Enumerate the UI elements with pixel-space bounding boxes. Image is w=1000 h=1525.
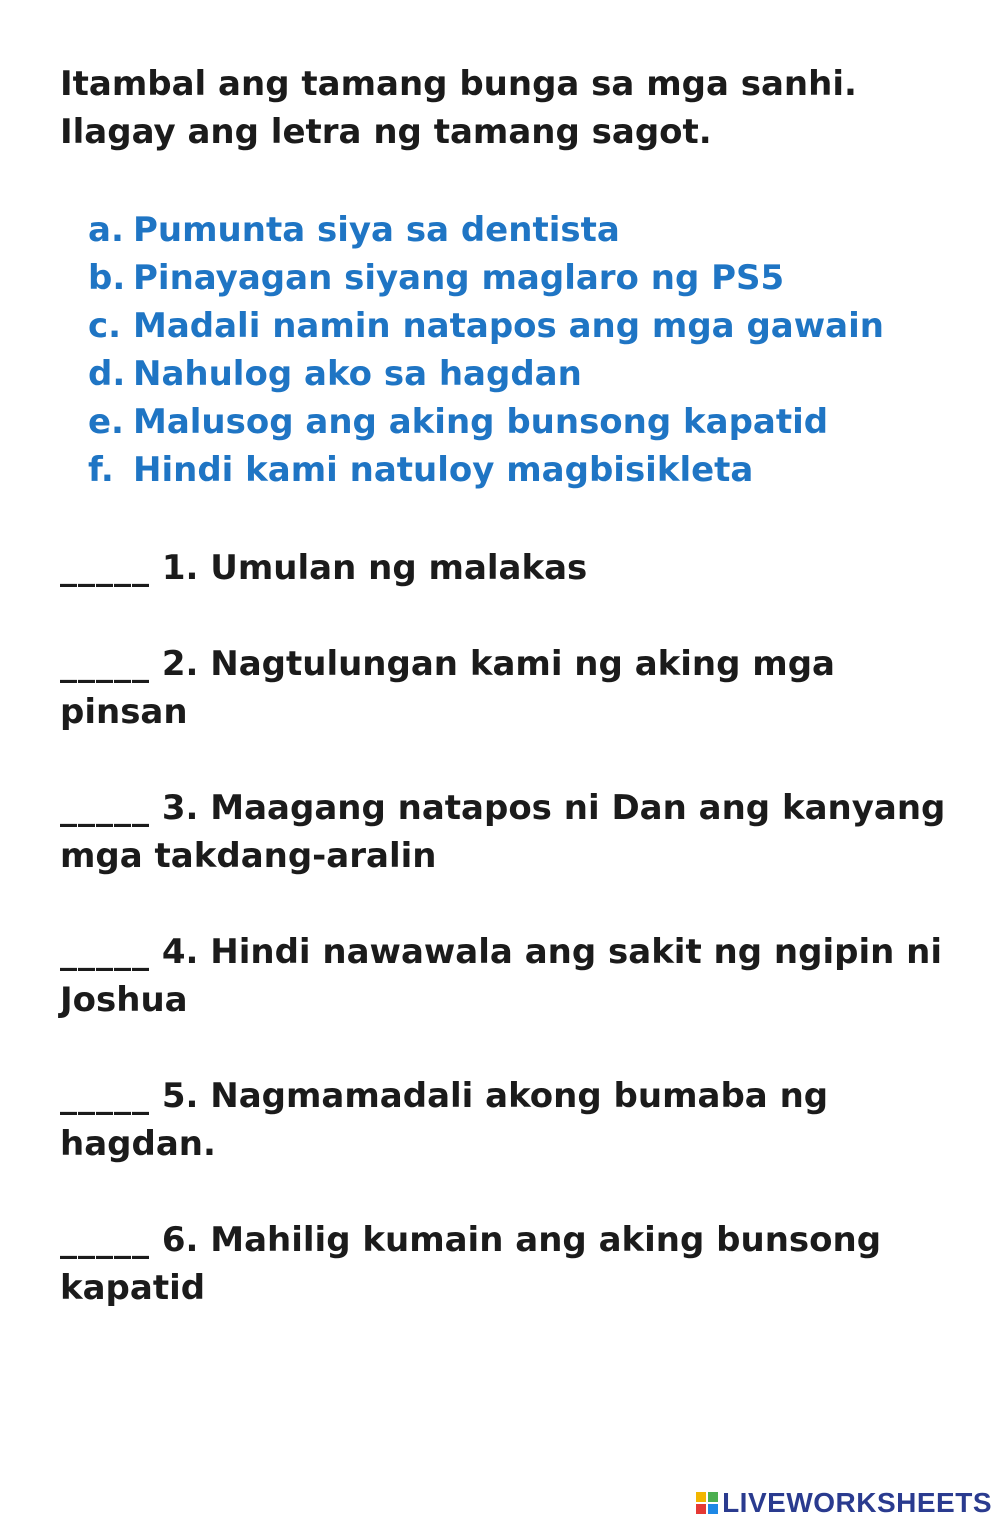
choice-text: Pumunta siya sa dentista bbox=[133, 210, 620, 250]
choice-text: Pinayagan siyang maglaro ng PS5 bbox=[133, 258, 785, 298]
choice-text: Malusog ang aking bunsong kapatid bbox=[133, 402, 829, 442]
question-text: 1. Umulan ng malakas bbox=[161, 548, 588, 588]
question-text: 2. Nagtulungan kami ng aking mga pinsan bbox=[60, 644, 835, 732]
logo-text: LIVEWORKSHEETS bbox=[722, 1487, 992, 1518]
choice-c bbox=[88, 302, 884, 350]
instructions: Itambal ang tamang bunga sa mga sanhi. Ilagay ang letra ng tamang sagot. bbox=[60, 64, 857, 152]
choice-a bbox=[88, 206, 884, 254]
choice-letter: e. bbox=[88, 402, 124, 442]
answer-blank-6[interactable]: _____ bbox=[60, 1220, 150, 1260]
question-item-4 bbox=[60, 928, 960, 1024]
choice-e bbox=[88, 398, 884, 446]
choice-letter: a. bbox=[88, 210, 124, 250]
question-item-2 bbox=[60, 640, 960, 736]
choice-letter: d. bbox=[88, 354, 126, 394]
question-text: 6. Mahilig kumain ang aking bunsong kapatid bbox=[60, 1220, 882, 1308]
choice-text: Hindi kami natuloy magbisikleta bbox=[133, 450, 754, 490]
question-item-3 bbox=[60, 784, 960, 880]
question-item-1 bbox=[60, 544, 960, 592]
choice-b bbox=[88, 254, 884, 302]
question-item-5 bbox=[60, 1072, 960, 1168]
choice-letter: b. bbox=[88, 258, 126, 298]
answer-choices bbox=[88, 206, 884, 494]
choice-text: Madali namin natapos ang mga gawain bbox=[133, 306, 884, 346]
choice-letter: c. bbox=[88, 306, 122, 346]
question-list bbox=[60, 544, 960, 1360]
choice-f bbox=[88, 446, 884, 494]
choice-letter: f. bbox=[88, 450, 114, 490]
liveworksheets-logo-icon bbox=[696, 1492, 718, 1514]
choice-d bbox=[88, 350, 884, 398]
question-text: 3. Maagang natapos ni Dan ang kanyang mga takdang-aralin bbox=[60, 788, 946, 876]
question-item-6 bbox=[60, 1216, 960, 1312]
question-text: 4. Hindi nawawala ang sakit ng ngipin ni Joshua bbox=[60, 932, 943, 1020]
choice-text: Nahulog ako sa hagdan bbox=[133, 354, 582, 394]
liveworksheets-logo bbox=[696, 1487, 992, 1519]
question-text: 5. Nagmamadali akong bumaba ng hagdan. bbox=[60, 1076, 829, 1164]
answer-blank-3[interactable]: _____ bbox=[60, 788, 150, 828]
answer-blank-2[interactable]: _____ bbox=[60, 644, 150, 684]
answer-blank-4[interactable]: _____ bbox=[60, 932, 150, 972]
answer-blank-1[interactable]: _____ bbox=[60, 548, 150, 588]
answer-blank-5[interactable]: _____ bbox=[60, 1076, 150, 1116]
